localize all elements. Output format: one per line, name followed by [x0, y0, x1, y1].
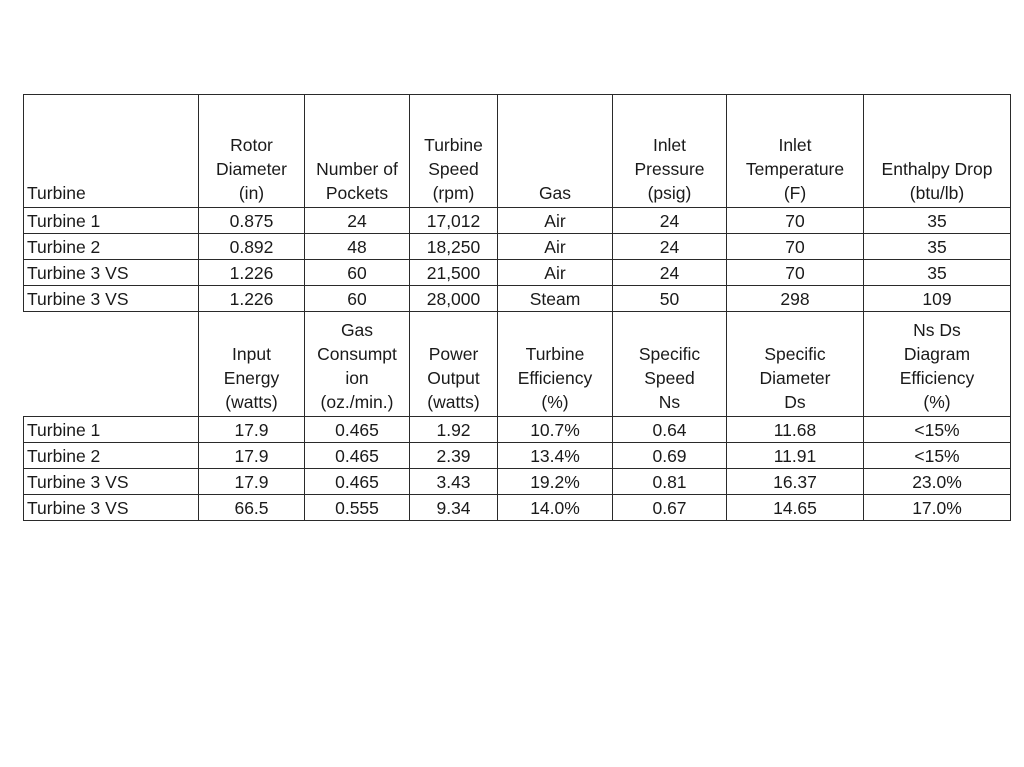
- header-line: Gas: [538, 183, 572, 203]
- header-line: Specific: [638, 344, 701, 364]
- value-cell: 0.69: [613, 443, 727, 469]
- turbine-name-cell: Turbine 3 VS: [24, 495, 199, 521]
- value-cell: 0.465: [305, 469, 410, 495]
- value-cell: 18,250: [410, 234, 498, 260]
- header-line: Input: [232, 344, 271, 364]
- header-line: (btu/lb): [909, 183, 965, 203]
- table1-header-cell: [613, 95, 727, 208]
- table1-header-cell: [727, 95, 864, 208]
- value-cell: 70: [727, 260, 864, 286]
- value-cell: 16.37: [727, 469, 864, 495]
- table-row: [24, 208, 1011, 234]
- header-line: Temperature: [745, 159, 845, 179]
- turbine-name-cell: Turbine 3 VS: [24, 469, 199, 495]
- table-row: [24, 260, 1011, 286]
- value-cell: 0.81: [613, 469, 727, 495]
- value-cell: 24: [613, 260, 727, 286]
- table1-header-cell: [305, 95, 410, 208]
- value-cell: 0.465: [305, 417, 410, 443]
- header-line: Output: [427, 368, 480, 388]
- value-cell: Air: [498, 260, 613, 286]
- table2-header-cell: [498, 312, 613, 417]
- value-cell: 298: [727, 286, 864, 312]
- value-cell: 9.34: [410, 495, 498, 521]
- header-line: (F): [783, 183, 807, 203]
- turbine-data-table-container: [23, 94, 1011, 521]
- table-row: [24, 469, 1011, 495]
- header-line: (watts): [225, 392, 278, 412]
- value-cell: 24: [613, 234, 727, 260]
- value-cell: 2.39: [410, 443, 498, 469]
- value-cell: 0.555: [305, 495, 410, 521]
- header-line: Gas: [340, 320, 374, 340]
- value-cell: 24: [305, 208, 410, 234]
- table-row: [24, 286, 1011, 312]
- table1-header-cell: [199, 95, 305, 208]
- header-line: Number of: [316, 159, 398, 179]
- header-line: (watts): [427, 392, 480, 412]
- value-cell: 0.892: [199, 234, 305, 260]
- table1-header-cell: [410, 95, 498, 208]
- header-line: (psig): [647, 183, 692, 203]
- value-cell: <15%: [864, 417, 1011, 443]
- header-line: Pockets: [325, 183, 389, 203]
- value-cell: 60: [305, 260, 410, 286]
- value-cell: 21,500: [410, 260, 498, 286]
- header-line: (%): [923, 392, 951, 412]
- value-cell: 35: [864, 260, 1011, 286]
- value-cell: 10.7%: [498, 417, 613, 443]
- value-cell: Air: [498, 208, 613, 234]
- header-line: Energy: [223, 368, 280, 388]
- value-cell: 0.465: [305, 443, 410, 469]
- turbine-name-cell: Turbine 3 VS: [24, 260, 199, 286]
- header-line: (%): [541, 392, 569, 412]
- header-line: (oz./min.): [320, 392, 394, 412]
- value-cell: 70: [727, 208, 864, 234]
- table2-header-cell: [24, 312, 199, 417]
- header-line: Speed: [644, 368, 695, 388]
- table2-header-cell: [864, 312, 1011, 417]
- value-cell: <15%: [864, 443, 1011, 469]
- value-cell: 11.91: [727, 443, 864, 469]
- value-cell: Air: [498, 234, 613, 260]
- value-cell: 28,000: [410, 286, 498, 312]
- table1-header-cell: [24, 95, 199, 208]
- value-cell: 3.43: [410, 469, 498, 495]
- value-cell: 19.2%: [498, 469, 613, 495]
- table-row: [24, 417, 1011, 443]
- value-cell: 24: [613, 208, 727, 234]
- value-cell: 66.5: [199, 495, 305, 521]
- table-row: [24, 443, 1011, 469]
- value-cell: 11.68: [727, 417, 864, 443]
- value-cell: 35: [864, 208, 1011, 234]
- turbine-name-cell: Turbine 2: [24, 443, 199, 469]
- header-line: Turbine: [424, 135, 483, 155]
- header-line: Inlet: [778, 135, 812, 155]
- value-cell: 17.9: [199, 443, 305, 469]
- header-line: Ds: [784, 392, 806, 412]
- value-cell: 17.9: [199, 469, 305, 495]
- header-line: Inlet: [652, 135, 687, 155]
- value-cell: 14.65: [727, 495, 864, 521]
- turbine-name-cell: Turbine 1: [24, 417, 199, 443]
- header-line: Consumpt: [317, 344, 397, 364]
- value-cell: 0.64: [613, 417, 727, 443]
- table1-header-cell: [864, 95, 1011, 208]
- header-line: Ns: [658, 392, 681, 412]
- value-cell: 17.0%: [864, 495, 1011, 521]
- value-cell: 14.0%: [498, 495, 613, 521]
- header-line: Enthalpy Drop: [881, 159, 993, 179]
- table1-header-cell: [498, 95, 613, 208]
- table2-header-cell: [305, 312, 410, 417]
- header-line: Speed: [428, 159, 479, 179]
- value-cell: 0.67: [613, 495, 727, 521]
- header-line: Rotor: [230, 135, 273, 155]
- header-line: Power: [428, 344, 479, 364]
- header-line: Efficiency: [899, 368, 975, 388]
- header-line: Pressure: [634, 159, 705, 179]
- table-row: [24, 495, 1011, 521]
- value-cell: 50: [613, 286, 727, 312]
- turbine-name-cell: Turbine 1: [24, 208, 199, 234]
- table2-header-cell: [613, 312, 727, 417]
- table2-header-cell: [199, 312, 305, 417]
- table2-header-cell: [410, 312, 498, 417]
- header-line: Turbine: [27, 183, 86, 203]
- table2-header-row: [24, 312, 1011, 417]
- header-line: (in): [238, 183, 265, 203]
- value-cell: Steam: [498, 286, 613, 312]
- turbine-data-table: [23, 94, 1011, 521]
- header-line: Diameter: [216, 159, 287, 179]
- header-line: Diameter: [759, 368, 831, 388]
- value-cell: 70: [727, 234, 864, 260]
- header-line: ion: [345, 368, 369, 388]
- value-cell: 48: [305, 234, 410, 260]
- value-cell: 23.0%: [864, 469, 1011, 495]
- table-row: [24, 234, 1011, 260]
- value-cell: 1.226: [199, 260, 305, 286]
- value-cell: 17.9: [199, 417, 305, 443]
- header-line: Efficiency: [517, 368, 593, 388]
- header-line: Specific: [764, 344, 826, 364]
- value-cell: 1.92: [410, 417, 498, 443]
- table2-header-cell: [727, 312, 864, 417]
- value-cell: 17,012: [410, 208, 498, 234]
- header-line: Diagram: [903, 344, 971, 364]
- header-line: Turbine: [525, 344, 585, 364]
- header-line: (rpm): [432, 183, 475, 203]
- turbine-name-cell: Turbine 2: [24, 234, 199, 260]
- table1-header-row: [24, 95, 1011, 208]
- turbine-name-cell: Turbine 3 VS: [24, 286, 199, 312]
- value-cell: 1.226: [199, 286, 305, 312]
- value-cell: 35: [864, 234, 1011, 260]
- value-cell: 60: [305, 286, 410, 312]
- value-cell: 0.875: [199, 208, 305, 234]
- value-cell: 13.4%: [498, 443, 613, 469]
- header-line: Ns Ds: [913, 320, 961, 340]
- value-cell: 109: [864, 286, 1011, 312]
